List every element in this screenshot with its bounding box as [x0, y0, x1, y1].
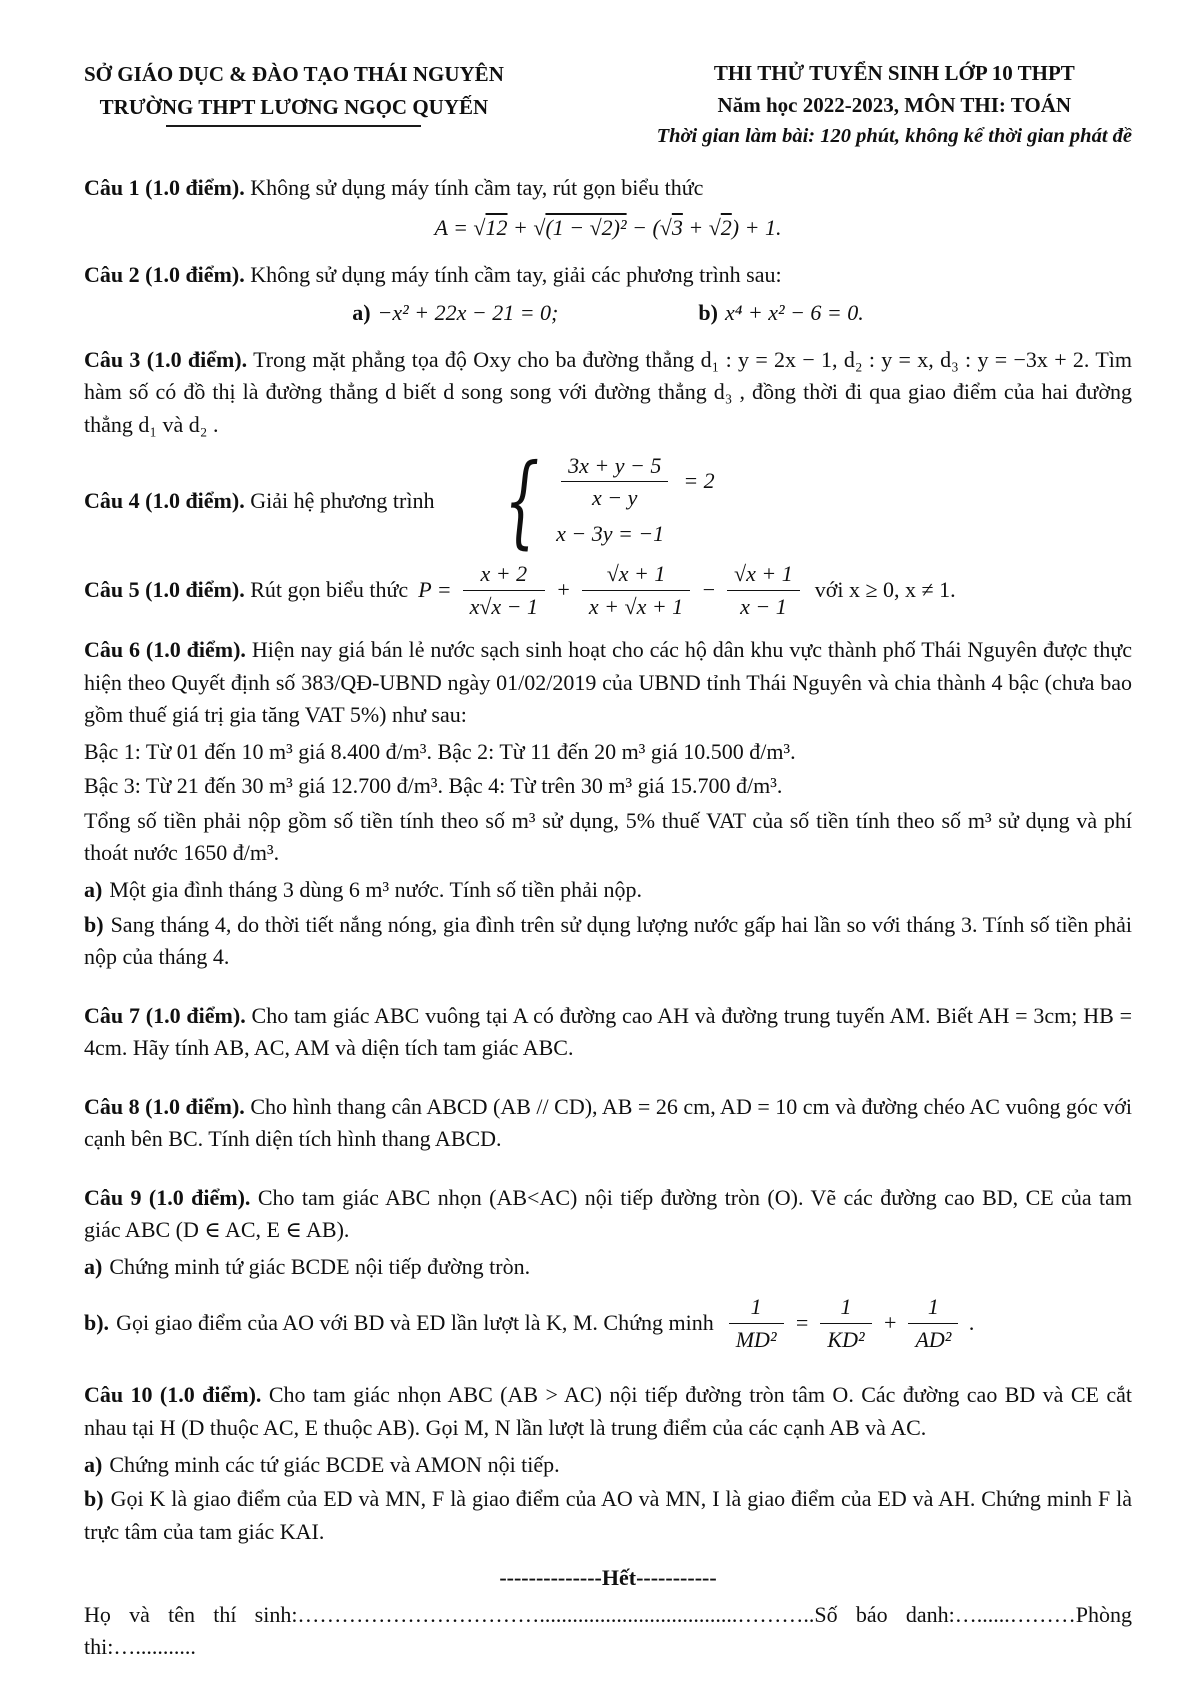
q8-text: Cho hình thang cân ABCD (AB // CD), AB = 26 cm, AD = 10 cm và đường chéo AC vuông góc với cạnh bên BC. Tính diện tích hình thang ABCD. [84, 1093, 1133, 1152]
exam-subtitle: Năm học 2022-2023, MÔN THI: TOÁN [717, 92, 1072, 117]
q4-equation-1-rhs: = 2 [683, 468, 715, 494]
q9-b-text: Gọi giao điểm của AO với BD và ED lần lượt là K, M. Chứng minh [116, 1310, 714, 1336]
q2-b-marker: b) [698, 300, 718, 326]
q4-equation-1 [556, 452, 715, 512]
q7-text: Cho tam giác ABC vuông tại A có đường cao AH và đường trung tuyến AM. Biết AH = 3cm; HB = 4cm. Hãy tính AB, AC, AM và diện tích tam giác ABC. [84, 1002, 1133, 1061]
q5-f2-numerator: √x + 1 [582, 560, 690, 591]
q4-system-equations [556, 452, 715, 551]
q4-equation-2: x − 3y = −1 [556, 520, 665, 546]
question-1 [84, 172, 1132, 245]
q7-label: Câu 7 (1.0 điểm). [84, 1002, 246, 1028]
q1-f-part3: − (√ [626, 215, 672, 241]
q4-fraction-denominator: x − y [592, 485, 638, 511]
question-10 [84, 1379, 1132, 1548]
q9-equals: = [794, 1310, 810, 1336]
q4-system [490, 442, 715, 560]
q5-fraction-1 [463, 560, 545, 620]
q9-f1-denominator: MD² [735, 1326, 777, 1352]
q4-statement [84, 485, 434, 518]
q9-b-marker: b). [84, 1310, 110, 1336]
exam-header [84, 58, 1132, 152]
department-name: SỞ GIÁO DỤC & ĐÀO TẠO THÁI NGUYÊN [84, 62, 504, 86]
q2-text: Không sử dụng máy tính cầm tay, giải các phương trình sau: [250, 261, 782, 287]
q2-a-marker: a) [352, 300, 371, 326]
question-7 [84, 1000, 1132, 1065]
q5-f1-numerator: x + 2 [463, 560, 545, 591]
q9-part-b [84, 1293, 1132, 1353]
q5-statement [84, 574, 408, 607]
q6-b-marker: b) [84, 911, 104, 937]
question-3 [84, 344, 1132, 442]
q10-b-marker: b) [84, 1486, 104, 1512]
q1-formula [84, 212, 1132, 245]
q8-label: Câu 8 (1.0 điểm). [84, 1093, 245, 1119]
q5-operator-2: − [701, 576, 717, 602]
q5-fraction-3 [727, 560, 800, 620]
q6-a-text: Một gia đình tháng 3 dùng 6 m³ nước. Tính số tiền phải nộp. [109, 876, 642, 902]
q1-f-part2: + √ [507, 215, 546, 241]
q6-tier-line-2: Bậc 3: Từ 21 đến 30 m³ giá 12.700 đ/m³. Bậc 4: Từ trên 30 m³ giá 15.700 đ/m³. [84, 773, 783, 799]
q9-f2-numerator: 1 [820, 1293, 871, 1324]
q10-a-text: Chứng minh các tứ giác BCDE và AMON nội tiếp. [109, 1451, 560, 1477]
q5-formula-lhs: P = [418, 576, 452, 602]
q5-operator-1: + [556, 576, 571, 602]
q10-text: Cho tam giác nhọn ABC (AB > AC) nội tiếp đường tròn tâm O. Các đường cao BD và CE cắt nhau tại H (D thuộc AC, E thuộc AB). Gọi M, N lần lượt là trung điểm của các cạnh AB và AC. [84, 1382, 1133, 1440]
q10-a-marker: a) [84, 1451, 103, 1477]
end-divider: --------------Hết----------- [499, 1565, 717, 1591]
q6-b-text: Sang tháng 4, do thời tiết nắng nóng, gia đình trên sử dụng lượng nước gấp hai lần so với tháng 3. Tính số tiền phải nộp của tháng 4. [84, 911, 1132, 970]
q9-f3-denominator: AD² [915, 1326, 952, 1352]
q5-condition: với x ≥ 0, x ≠ 1. [814, 576, 956, 602]
q5-f3-numerator: √x + 1 [727, 560, 800, 591]
q9-label: Câu 9 (1.0 điểm). [84, 1184, 251, 1210]
left-brace: { [504, 442, 540, 560]
q1-f-part1: A = √ [434, 215, 486, 241]
q9-f2-denominator: KD² [827, 1326, 865, 1352]
q3-text: Trong mặt phẳng tọa độ Oxy cho ba đường thẳng d₁ : y = 2x − 1, d₂ : y = x, d₃ : y = −3x + 2. Tìm hàm số có đồ thị là đường thẳng d biết d song song với đường thẳng d₃ , đồng thời đi qua giao điểm của hai đường thẳng d₁ và d₂ . [84, 346, 1133, 438]
q5-formula [418, 560, 805, 620]
q4-text: Giải hệ phương trình [250, 487, 435, 513]
q1-text: Không sử dụng máy tính cầm tay, rút gọn biểu thức [250, 174, 704, 200]
q6-label: Câu 6 (1.0 điểm). [84, 637, 246, 663]
q9-part-a [84, 1251, 1132, 1284]
q1-f-radicand3: 3 [671, 215, 683, 241]
exam-time: Thời gian làm bài: 120 phút, không kể thời gian phát đề [656, 125, 1132, 147]
q4-fraction [561, 452, 668, 512]
question-8 [84, 1091, 1132, 1156]
question-5 [84, 560, 1132, 620]
q6-part-a [84, 874, 1132, 907]
q9-text: Cho tam giác ABC nhọn (AB<AC) nội tiếp đường tròn (O). Vẽ các đường cao BD, CE của tam giác ABC (D ∈ AC, E ∈ AB). [84, 1184, 1133, 1243]
q4-fraction-numerator: 3x + y − 5 [561, 452, 668, 483]
q2-b-formula: x⁴ + x² − 6 = 0. [724, 300, 864, 326]
q6-a-marker: a) [84, 876, 103, 902]
q9-formula-end: . [969, 1310, 975, 1336]
q1-f-radicand2: (1 − √2)² [545, 215, 627, 241]
q2-equation-a [352, 297, 558, 330]
question-2 [84, 259, 1132, 330]
q9-f3-numerator: 1 [908, 1293, 958, 1324]
header-right [657, 58, 1132, 152]
question-4 [84, 442, 1132, 560]
q4-label: Câu 4 (1.0 điểm). [84, 487, 245, 513]
q6-intro: Hiện nay giá bán lẻ nước sạch sinh hoạt cho các hộ dân khu vực thành phố Thái Nguyên được thực hiện theo Quyết định số 383/QĐ-UBND ngày 01/02/2019 của UBND tỉnh Thái Nguyên và chia thành 4 bậc (chưa bao gồm thuế giá trị gia tăng VAT 5%) như sau: [84, 637, 1133, 728]
q1-f-part5: ) + 1. [731, 215, 782, 241]
q2-equation-b [698, 297, 863, 330]
q5-label: Câu 5 (1.0 điểm). [84, 576, 245, 602]
q1-label: Câu 1 (1.0 điểm). [84, 174, 245, 200]
q6-total-text: Tổng số tiền phải nộp gồm số tiền tính theo số m³ sử dụng, 5% thuế VAT của số tiền tính theo số m³ sử dụng và phí thoát nước 1650 đ/m³. [84, 807, 1132, 866]
q2-label: Câu 2 (1.0 điểm). [84, 261, 245, 287]
q9-a-marker: a) [84, 1253, 103, 1279]
q9-fraction-3 [908, 1293, 958, 1353]
header-left [84, 58, 504, 127]
q2-equations [84, 297, 1132, 330]
question-9 [84, 1182, 1132, 1354]
exam-title: THI THỬ TUYỂN SINH LỚP 10 THPT [713, 61, 1075, 85]
q9-b-statement [84, 1307, 714, 1340]
q6-tier-line-1: Bậc 1: Từ 01 đến 10 m³ giá 8.400 đ/m³. Bậc 2: Từ 11 đến 20 m³ giá 10.500 đ/m³. [84, 738, 796, 764]
q10-label: Câu 10 (1.0 điểm). [84, 1382, 262, 1408]
q5-f2-denominator: x + √x + 1 [588, 593, 684, 619]
q10-part-b [84, 1483, 1132, 1548]
school-name: TRƯỜNG THPT LƯƠNG NGỌC QUYẾN [99, 94, 489, 119]
q1-f-part4: + √ [682, 215, 721, 241]
school-underline [166, 125, 421, 127]
q1-f-radicand1: 12 [485, 215, 508, 241]
question-6 [84, 634, 1132, 973]
q1-f-radicand4: 2 [720, 215, 732, 241]
q2-a-formula: −x² + 22x − 21 = 0; [377, 300, 559, 326]
q10-b-text: Gọi K là giao điểm của ED và MN, F là giao điểm của AO và MN, I là giao điểm của ED và AH. Chứng minh F là trực tâm của tam giác KAI. [84, 1486, 1132, 1544]
candidate-info-line: Họ và tên thí sinh:……………………………....................................………..Số báo danh:…......………Phòng thi:…........... [84, 1601, 1132, 1660]
q5-f1-denominator: x√x − 1 [469, 593, 539, 619]
q9-fraction-1 [729, 1293, 784, 1353]
q6-part-b [84, 909, 1132, 974]
q9-f1-numerator: 1 [729, 1293, 784, 1324]
q5-fraction-2 [582, 560, 690, 620]
q3-label: Câu 3 (1.0 điểm). [84, 346, 248, 372]
q5-f3-denominator: x − 1 [740, 593, 787, 619]
q5-text: Rút gọn biểu thức [250, 576, 409, 602]
q9-fraction-2 [820, 1293, 871, 1353]
q9-plus: + [882, 1310, 898, 1336]
q9-b-formula [724, 1293, 975, 1353]
q10-part-a [84, 1449, 1132, 1482]
q9-a-text: Chứng minh tứ giác BCDE nội tiếp đường tròn. [109, 1253, 531, 1279]
